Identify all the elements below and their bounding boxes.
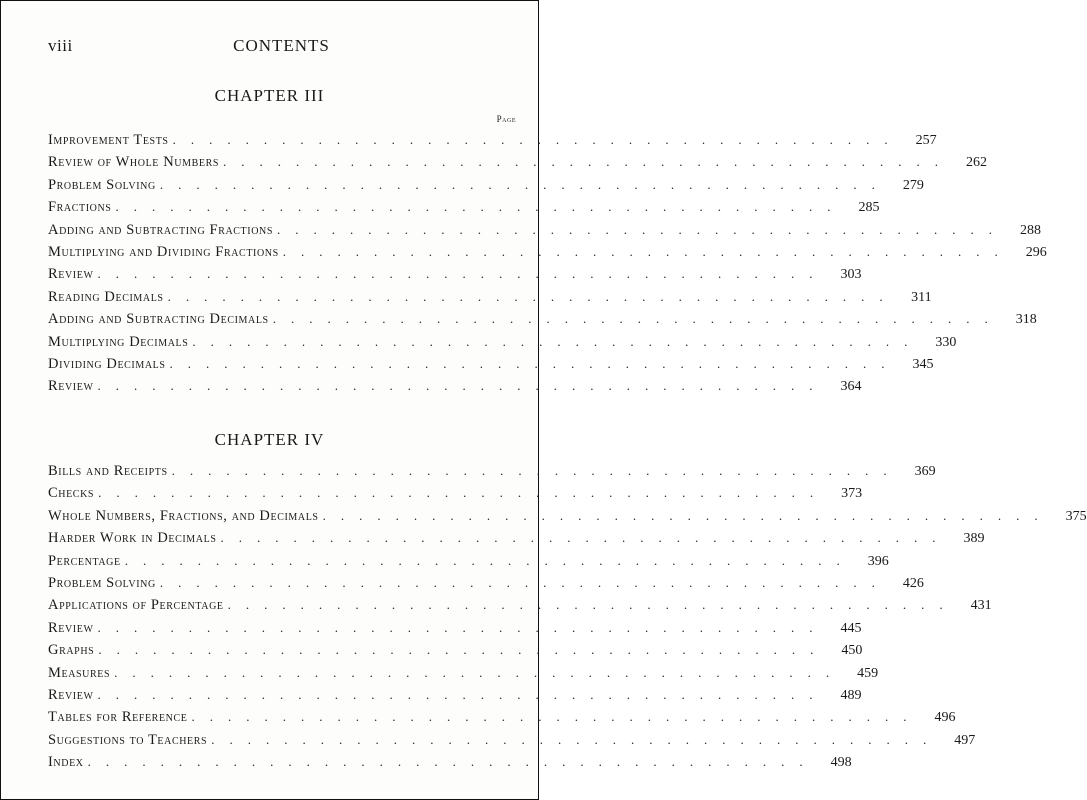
dot-leader: ........................................ [192,333,923,349]
toc-entry [48,751,852,773]
toc-entry-page: 426 [902,575,924,591]
toc-entry [48,129,937,151]
toc-list-chapter-3 [48,129,1047,398]
dot-leader: ........................................ [282,243,1013,259]
toc-entry-page: 498 [830,755,852,771]
toc-entry [48,505,1087,527]
toc-entry [48,729,976,751]
toc-entry [48,241,1047,263]
toc-entry-title: Improvement Tests [48,132,169,148]
toc-entry-title: Review [48,619,94,636]
dot-leader: ........................................ [98,642,829,658]
toc-entry-title: Tables for Reference [48,709,188,726]
toc-entry [48,196,880,218]
toc-entry [48,482,863,504]
toc-entry-page: 450 [841,643,863,659]
toc-entry-page: 445 [840,620,862,636]
toc-entry-page: 396 [867,553,889,569]
toc-entry-page: 364 [840,379,862,395]
toc-entry-page: 285 [858,200,880,216]
dot-leader: ........................................ [169,355,900,371]
toc-entry-title: Multiplying Decimals [48,333,189,350]
toc-entry [48,662,879,684]
toc-entry-title: Measures [48,664,111,681]
toc-entry-page: 497 [954,732,976,748]
toc-entry-title: Reading Decimals [48,288,164,305]
toc-entry [48,639,863,661]
toc-entry-title: Bills and Receipts [48,463,168,479]
dot-leader: ........................................ [277,221,1008,237]
toc-entry-title: Applications of Percentage [48,597,224,614]
dot-leader: ........................................ [167,288,898,304]
toc-entry-title: Index [48,754,84,771]
toc-entry-page: 375 [1065,508,1087,524]
dot-leader: ........................................ [220,530,951,546]
toc-entry-page: 288 [1020,222,1042,238]
toc-entry [48,286,932,308]
chapter-heading: CHAPTER IV [214,430,325,449]
toc-entry-title: Fractions [48,199,112,216]
toc-entry [48,550,889,572]
toc-entry [48,617,862,639]
dot-leader: ........................................ [124,552,855,568]
toc-entry-title: Harder Work in Decimals [48,530,217,547]
running-head: CONTENTS [233,36,330,55]
dot-leader: ........................................ [223,154,954,170]
dot-leader: ........................................ [97,266,828,282]
toc-entry-title: Whole Numbers, Fractions, and Decimals [48,507,319,524]
toc-entry-title: Adding and Subtracting Decimals [48,311,269,328]
dot-leader: ........................................ [98,485,829,501]
toc-entry-title: Graphs [48,642,95,659]
toc-entry-page: 318 [1015,312,1037,328]
toc-entry [48,572,924,594]
dot-leader: ........................................ [159,574,890,590]
toc-entry-title: Dividing Decimals [48,355,166,372]
toc-entry [48,331,957,353]
toc-entry-page: 311 [911,289,932,305]
toc-entry [48,151,988,173]
toc-entry-title: Review of Whole Numbers [48,154,220,171]
toc-entry [48,219,1042,241]
dot-leader: ........................................ [97,686,828,702]
toc-entry-title: Checks [48,485,95,502]
toc-entry [48,375,862,397]
toc-entry [48,684,862,706]
toc-entry-title: Problem Solving [48,574,156,591]
dot-leader: ........................................ [171,463,902,478]
toc-entry-page: 257 [915,133,937,148]
toc-entry-title: Adding and Subtracting Fractions [48,221,274,238]
toc-entry-title: Percentage [48,552,121,569]
toc-entry [48,353,934,375]
toc-entry-page: 496 [934,710,956,726]
dot-leader: ........................................ [159,176,890,192]
toc-entry-page: 389 [963,531,985,547]
page-column-label: Page [496,114,516,124]
dot-leader: ........................................ [272,311,1003,327]
page-number-roman: viii [48,36,73,55]
toc-entry-page: 369 [914,464,936,479]
chapter-heading: CHAPTER III [214,86,325,105]
toc-entry-title: Review [48,378,94,395]
toc-entry-page: 431 [970,598,992,614]
toc-entry-page: 345 [912,356,934,372]
dot-leader: ........................................ [227,597,958,613]
toc-entry-title: Suggestions to Teachers [48,731,208,748]
toc-entry-title: Review [48,266,94,283]
toc-entry-page: 489 [840,687,862,703]
toc-entry-page: 279 [902,177,924,193]
dot-leader: ........................................ [191,709,922,725]
toc-entry [48,460,936,482]
dot-leader: ........................................ [115,199,846,215]
toc-entry [48,263,862,285]
dot-leader: ........................................ [172,132,903,147]
toc-entry-page: 303 [840,267,862,283]
toc-entry-page: 459 [857,665,879,681]
toc-entry-page: 262 [966,155,988,171]
toc-entry [48,174,924,196]
toc-entry-title: Problem Solving [48,176,156,193]
toc-entry-page: 373 [841,486,863,502]
dot-leader: ........................................ [322,507,1053,523]
dot-leader: ........................................ [211,731,942,747]
dot-leader: ........................................ [97,378,828,394]
toc-entry-page: 330 [935,334,957,350]
toc-entry-page: 296 [1025,244,1047,260]
dot-leader: ........................................ [114,664,845,680]
dot-leader: ........................................ [97,619,828,635]
toc-entry-title: Review [48,686,94,703]
toc-list-chapter-4 [48,460,1087,773]
toc-entry-title: Multiplying and Dividing Fractions [48,243,279,260]
toc-entry [48,706,956,728]
toc-entry [48,527,985,549]
toc-entry [48,308,1037,330]
dot-leader: ........................................ [87,754,818,770]
toc-entry [48,594,992,616]
